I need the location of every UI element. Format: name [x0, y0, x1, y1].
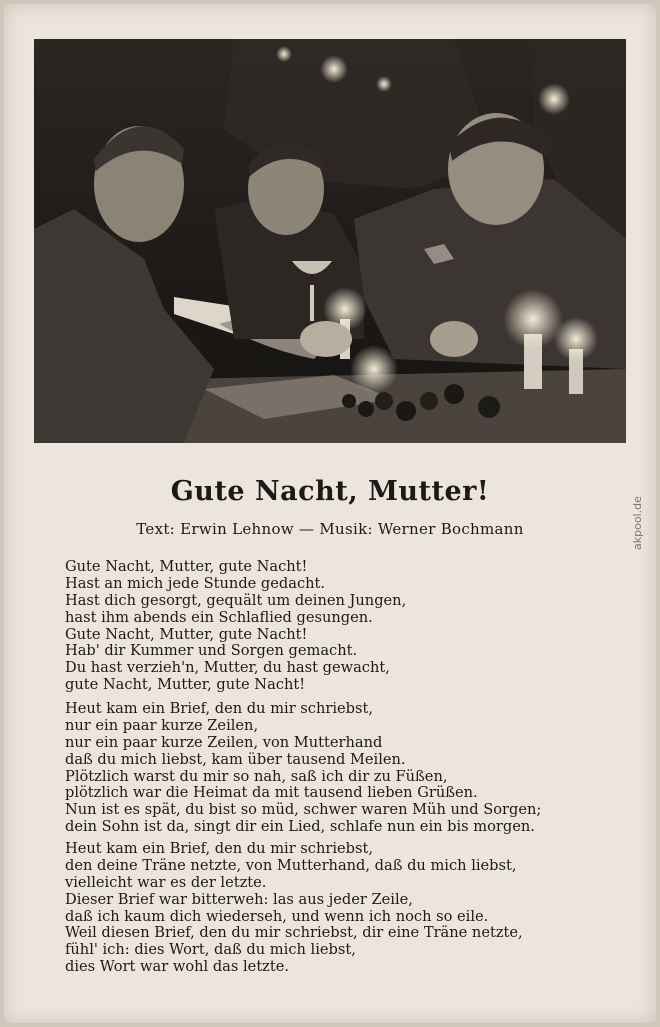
verse-line: plötzlich war die Heimat da mit tausend lieben Grüßen.: [65, 784, 478, 802]
verse-line: fühl' ich: dies Wort, daß du mich liebst,: [65, 941, 356, 959]
verse-line: Gute Nacht, Mutter, gute Nacht!: [65, 625, 308, 643]
verse-line: nur ein paar kurze Zeilen,: [65, 716, 259, 734]
verse-line: Nun ist es spät, du bist so müd, schwer waren Müh und Sorgen;: [65, 801, 542, 819]
verse-line: Hab' dir Kummer und Sorgen gemacht.: [65, 642, 358, 660]
verse-line: Dieser Brief war bitterweh: las aus jeder Zeile,: [65, 890, 413, 908]
verse-line: Heut kam ein Brief, den du mir schriebst,: [65, 700, 373, 717]
song-title: Gute Nacht, Mutter!: [170, 476, 490, 507]
verse-line: Gute Nacht, Mutter, gute Nacht!: [65, 558, 308, 575]
verse-line: daß du mich liebst, kam über tausend Meilen.: [65, 750, 406, 768]
photo-illustration: [34, 39, 626, 443]
verse-3: [65, 841, 625, 976]
verse-line: Hast an mich jede Stunde gedacht.: [65, 574, 326, 592]
verse-line: den deine Träne netzte, von Mutterhand, daß du mich liebst,: [65, 856, 517, 874]
verse-2: [65, 701, 625, 836]
verse-line: vielleicht war es der letzte.: [65, 873, 267, 891]
verse-line: Heut kam ein Brief, den du mir schriebst,: [65, 840, 373, 857]
verse-line: Plötzlich warst du mir so nah, saß ich dir zu Füßen,: [65, 767, 448, 785]
song-credits: Text: Erwin Lehnow — Musik: Werner Bochmann: [136, 520, 524, 538]
verse-line: Hast dich gesorgt, gequält um deinen Jungen,: [65, 591, 407, 609]
verse-line: dein Sohn ist da, singt dir ein Lied, schlafe nun ein bis morgen.: [65, 818, 535, 836]
verse-line: gute Nacht, Mutter, gute Nacht!: [65, 676, 306, 694]
watermark: akpool.de: [631, 496, 644, 550]
verse-line: Weil diesen Brief, den du mir schriebst, dir eine Träne netzte,: [65, 924, 523, 942]
verse-line: hast ihm abends ein Schlaflied gesungen.: [65, 608, 373, 626]
photograph: [34, 39, 626, 443]
verse-line: Du hast verzieh'n, Mutter, du hast gewacht,: [65, 659, 390, 677]
verse-1: [65, 559, 625, 694]
verse-line: dies Wort war wohl das letzte.: [65, 958, 290, 976]
verse-line: daß ich kaum dich wiederseh, und wenn ich noch so eile.: [65, 907, 489, 925]
verse-line: nur ein paar kurze Zeilen, von Mutterhand: [65, 733, 383, 751]
